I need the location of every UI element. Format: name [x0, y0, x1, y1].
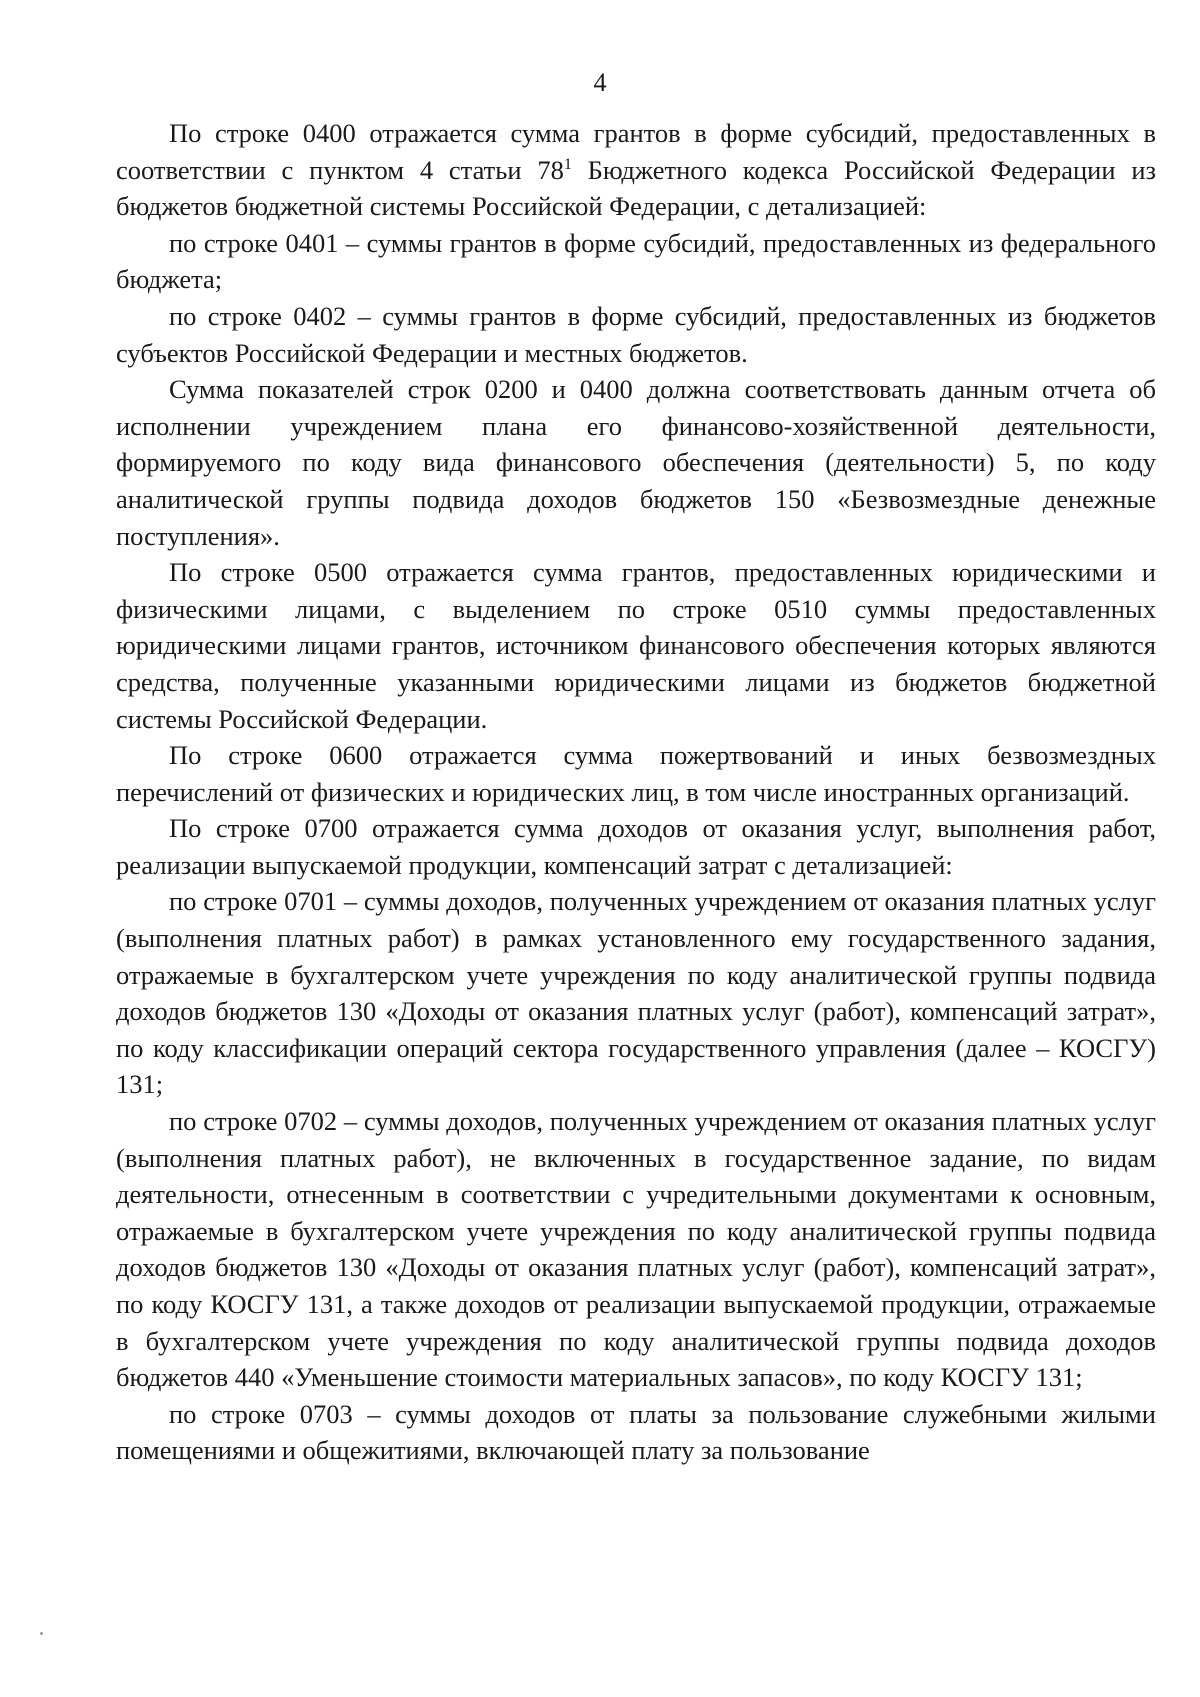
paragraph-line-0400 [116, 115, 1156, 225]
paragraph-line-0401: по строке 0401 – суммы грантов в форме субсидий, предоставленных из федерального бюджета; [116, 227, 1156, 295]
paragraph-line-0703: по строке 0703 – суммы доходов от платы за пользование служебными жилыми помещениями и общежитиями, включающей плату за пользование [116, 1398, 1156, 1466]
superscript: 1 [563, 155, 572, 173]
paragraph-line-0701: по строке 0701 – суммы доходов, полученных учреждением от оказания платных услуг (выполнения платных работ) в рамках установленного ему государственного задания, отражаемые в бухгалтерском учете учреждения по коду аналитической группы подвида доходов бюджетов 130 «Доходы от оказания платных услуг (работ), компенсаций затрат», по коду классификации операций сектора государственного управления (далее – КОСГУ) 131; [116, 886, 1156, 1100]
paragraph-line-0402: по строке 0402 – суммы грантов в форме субсидий, предоставленных из бюджетов субъектов Российской Федерации и местных бюджетов. [116, 300, 1156, 368]
paragraph-line-0500: По строке 0500 отражается сумма грантов, предоставленных юридическими и физическими лицами, с выделением по строке 0510 суммы предоставленных юридическими лицами грантов, источником финансового обеспечения которых являются средства, полученные указанными юридическими лицами из бюджетов бюджетной системы Российской Федерации. [116, 557, 1156, 734]
paragraph-text: По строке 0400 отражается сумма грантов в форме субсидий, предоставленных в соответствии с пунктом 4 статьи 78 [116, 118, 1156, 185]
paragraph-line-0600: По строке 0600 отражается сумма пожертвований и иных безвозмездных перечислений от физических и юридических лиц, в том числе иностранных организаций. [116, 740, 1156, 807]
page-number: 4 [593, 68, 607, 97]
paragraph-text: Бюджетного кодекса Российской Федерации из бюджетов бюджетной системы Российской Федерации, с детализацией: [116, 154, 1156, 222]
scan-speck [40, 1632, 43, 1635]
document-body [116, 115, 1156, 1469]
paragraph-sum-0200-0400: Сумма показателей строк 0200 и 0400 должна соответствовать данным отчета об исполнении учреждением плана его финансово-хозяйственной деятельности, формируемого по коду вида финансового обеспечения (деятельности) 5, по коду аналитической группы подвида доходов бюджетов 150 «Безвозмездные денежные поступления». [116, 374, 1156, 551]
paragraph-line-0700: По строке 0700 отражается сумма доходов от оказания услуг, выполнения работ, реализации выпускаемой продукции, компенсаций затрат с детализацией: [116, 813, 1156, 880]
paragraph-line-0702: по строке 0702 – суммы доходов, полученных учреждением от оказания платных услуг (выполнения платных работ), не включенных в государственное задание, по видам деятельности, отнесенным в соответствии с учредительными документами к основным, отражаемые в бухгалтерском учете учреждения по коду аналитической группы подвида доходов бюджетов 130 «Доходы от оказания платных услуг (работ), компенсаций затрат», по коду КОСГУ 131, а также доходов от реализации выпускаемой продукции, отражаемые в бухгалтерском учете учреждения по коду аналитической группы подвида доходов бюджетов 440 «Уменьшение стоимости материальных запасов», по коду КОСГУ 131; [116, 1106, 1156, 1393]
